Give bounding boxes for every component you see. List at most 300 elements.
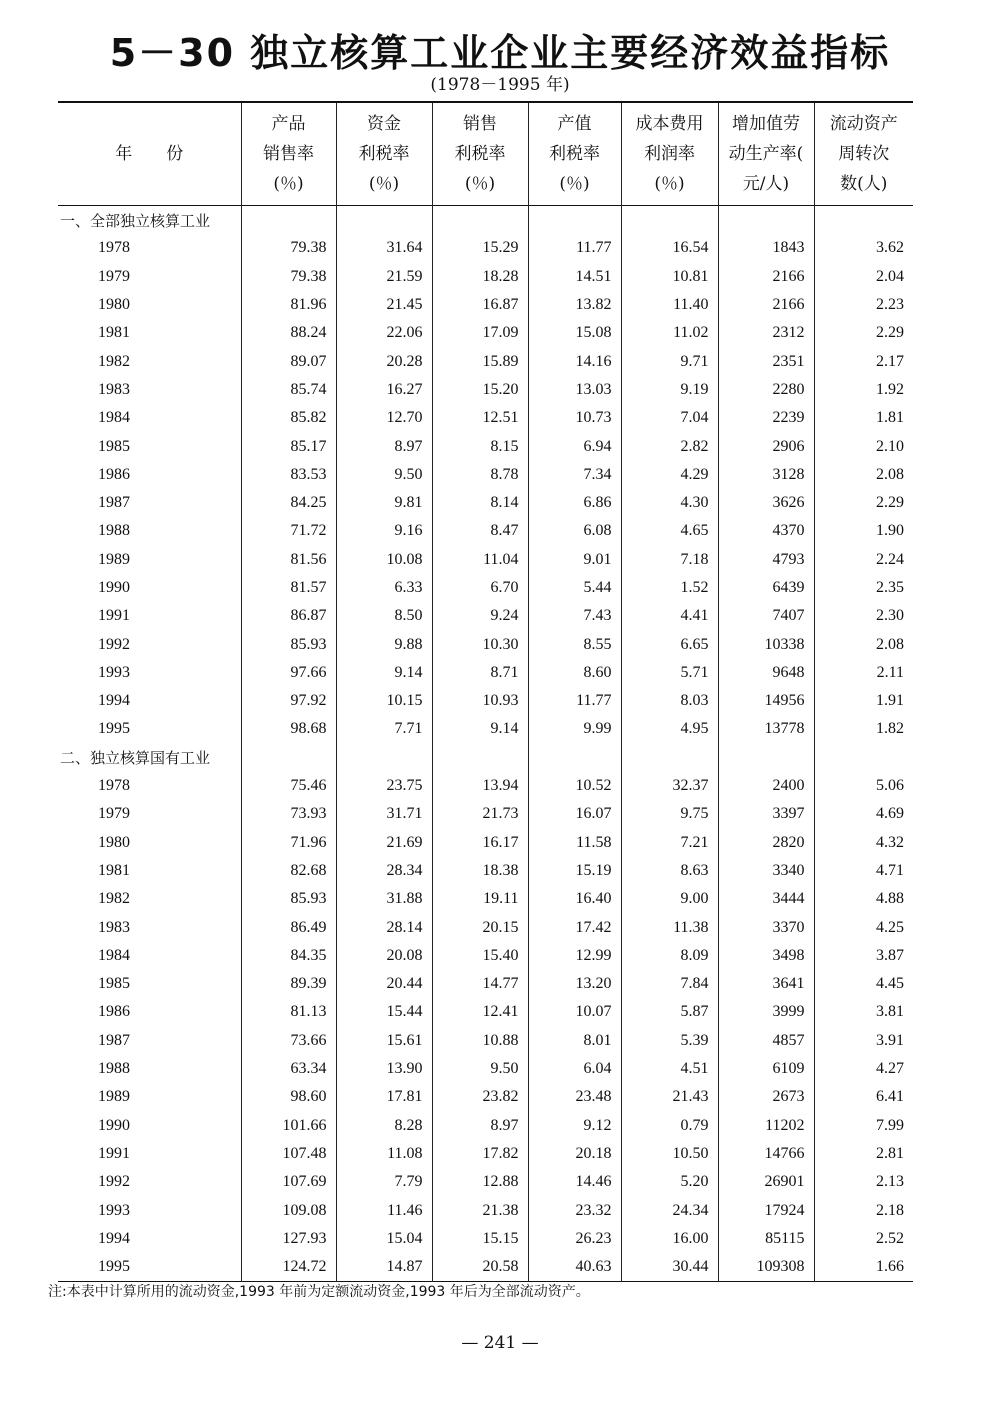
table-row	[58, 546, 913, 574]
table-row	[58, 1083, 913, 1111]
value-cell: 2.52	[814, 1225, 913, 1253]
value-cell: 15.29	[432, 234, 528, 262]
value-cell: 9.88	[336, 630, 432, 658]
value-cell: 18.28	[432, 263, 528, 291]
table-row	[58, 1112, 913, 1140]
value-cell: 8.09	[621, 942, 718, 970]
empty-cell	[432, 206, 528, 235]
value-cell: 10.07	[528, 998, 621, 1026]
value-cell: 20.44	[336, 970, 432, 998]
column-header-line: 数(人)	[840, 174, 888, 194]
value-cell: 14956	[718, 687, 814, 715]
value-cell: 31.71	[336, 800, 432, 828]
value-cell: 8.03	[621, 687, 718, 715]
value-cell: 16.40	[528, 885, 621, 913]
value-cell: 12.99	[528, 942, 621, 970]
value-cell: 11.77	[528, 687, 621, 715]
year-cell: 1987	[98, 494, 130, 512]
value-cell: 1.90	[814, 517, 913, 545]
year-cell: 1991	[98, 1144, 130, 1162]
value-cell: 7.79	[336, 1168, 432, 1196]
value-cell: 14.77	[432, 970, 528, 998]
value-cell: 71.72	[241, 517, 336, 545]
value-cell: 85115	[718, 1225, 814, 1253]
empty-cell	[241, 744, 336, 772]
column-header-line: 利税率	[549, 144, 600, 164]
value-cell: 63.34	[241, 1055, 336, 1083]
value-cell: 2.11	[814, 659, 913, 687]
value-cell: 2.10	[814, 432, 913, 460]
value-cell: 89.07	[241, 347, 336, 375]
value-cell: 79.38	[241, 234, 336, 262]
value-cell: 10.50	[621, 1140, 718, 1168]
value-cell: 31.88	[336, 885, 432, 913]
header-row	[58, 102, 913, 206]
value-cell: 2280	[718, 376, 814, 404]
column-header-line: 年 份	[115, 144, 184, 164]
value-cell: 4.27	[814, 1055, 913, 1083]
value-cell: 14.51	[528, 263, 621, 291]
year-cell: 1988	[98, 522, 130, 540]
value-cell: 8.55	[528, 630, 621, 658]
value-cell: 17.09	[432, 319, 528, 347]
value-cell: 11202	[718, 1112, 814, 1140]
value-cell: 6.86	[528, 489, 621, 517]
value-cell: 6439	[718, 574, 814, 602]
year-cell: 1987	[98, 1031, 130, 1049]
table-row	[58, 602, 913, 630]
value-cell: 19.11	[432, 885, 528, 913]
value-cell: 6109	[718, 1055, 814, 1083]
value-cell: 32.37	[621, 772, 718, 800]
value-cell: 7.71	[336, 715, 432, 743]
value-cell: 9.12	[528, 1112, 621, 1140]
value-cell: 2820	[718, 829, 814, 857]
year-cell: 1978	[98, 777, 130, 795]
value-cell: 2.24	[814, 546, 913, 574]
empty-cell	[336, 206, 432, 235]
value-cell: 1843	[718, 234, 814, 262]
value-cell: 84.35	[241, 942, 336, 970]
value-cell: 7.99	[814, 1112, 913, 1140]
value-cell: 6.70	[432, 574, 528, 602]
table-header	[58, 102, 913, 206]
value-cell: 7.84	[621, 970, 718, 998]
value-cell: 2.17	[814, 347, 913, 375]
section-row	[58, 206, 913, 235]
table-row	[58, 800, 913, 828]
value-cell: 21.69	[336, 829, 432, 857]
value-cell: 71.96	[241, 829, 336, 857]
table-row	[58, 404, 913, 432]
column-header	[718, 102, 814, 206]
value-cell: 9.00	[621, 885, 718, 913]
column-header-line: 资金	[367, 114, 401, 134]
value-cell: 124.72	[241, 1253, 336, 1282]
value-cell: 2239	[718, 404, 814, 432]
value-cell: 4.25	[814, 913, 913, 941]
value-cell: 5.71	[621, 659, 718, 687]
value-cell: 9.50	[336, 461, 432, 489]
value-cell: 8.63	[621, 857, 718, 885]
value-cell: 3.87	[814, 942, 913, 970]
value-cell: 8.97	[432, 1112, 528, 1140]
column-header-line: 产品	[271, 114, 306, 134]
value-cell: 75.46	[241, 772, 336, 800]
value-cell: 14.87	[336, 1253, 432, 1282]
value-cell: 8.15	[432, 432, 528, 460]
value-cell: 97.92	[241, 687, 336, 715]
value-cell: 11.46	[336, 1196, 432, 1224]
column-header-line: (％)	[273, 174, 304, 194]
value-cell: 7407	[718, 602, 814, 630]
value-cell: 9.71	[621, 347, 718, 375]
value-cell: 12.41	[432, 998, 528, 1026]
column-header-line	[62, 109, 237, 139]
year-cell: 1991	[98, 607, 130, 625]
value-cell: 9.75	[621, 800, 718, 828]
value-cell: 85.93	[241, 630, 336, 658]
column-header-line: 利润率	[644, 144, 695, 164]
year-cell: 1982	[98, 352, 130, 370]
value-cell: 21.59	[336, 263, 432, 291]
value-cell: 73.93	[241, 800, 336, 828]
year-cell: 1982	[98, 890, 130, 908]
table-row	[58, 885, 913, 913]
value-cell: 8.50	[336, 602, 432, 630]
value-cell: 23.82	[432, 1083, 528, 1111]
value-cell: 8.47	[432, 517, 528, 545]
value-cell: 15.61	[336, 1027, 432, 1055]
year-cell: 1985	[98, 975, 130, 993]
value-cell: 6.41	[814, 1083, 913, 1111]
table-row	[58, 574, 913, 602]
value-cell: 79.38	[241, 263, 336, 291]
value-cell: 8.01	[528, 1027, 621, 1055]
value-cell: 15.20	[432, 376, 528, 404]
value-cell: 10.73	[528, 404, 621, 432]
value-cell: 23.48	[528, 1083, 621, 1111]
page-number: — 241 —	[461, 1333, 539, 1353]
table-row	[58, 857, 913, 885]
year-cell: 1980	[98, 296, 130, 314]
value-cell: 1.92	[814, 376, 913, 404]
year-cell: 1979	[98, 267, 130, 285]
value-cell: 3999	[718, 998, 814, 1026]
value-cell: 6.04	[528, 1055, 621, 1083]
value-cell: 86.49	[241, 913, 336, 941]
value-cell: 85.82	[241, 404, 336, 432]
value-cell: 4.32	[814, 829, 913, 857]
year-cell: 1992	[98, 1173, 130, 1191]
value-cell: 98.60	[241, 1083, 336, 1111]
value-cell: 12.51	[432, 404, 528, 432]
value-cell: 7.18	[621, 546, 718, 574]
section-label: 二、独立核算国有工业	[60, 749, 211, 768]
value-cell: 2.82	[621, 432, 718, 460]
value-cell: 7.43	[528, 602, 621, 630]
table-row	[58, 234, 913, 262]
column-header	[58, 102, 241, 206]
value-cell: 4793	[718, 546, 814, 574]
table-row	[58, 263, 913, 291]
column-header	[528, 102, 621, 206]
value-cell: 21.38	[432, 1196, 528, 1224]
value-cell: 3370	[718, 913, 814, 941]
value-cell: 81.56	[241, 546, 336, 574]
table-row	[58, 1027, 913, 1055]
value-cell: 13.90	[336, 1055, 432, 1083]
column-header-line: 动生产率(	[728, 144, 804, 164]
year-cell: 1981	[98, 861, 130, 879]
value-cell: 3.81	[814, 998, 913, 1026]
value-cell: 15.89	[432, 347, 528, 375]
section-label: 一、全部独立核算工业	[60, 211, 211, 230]
year-cell: 1995	[98, 720, 130, 738]
column-header-line: 利税率	[454, 144, 506, 164]
value-cell: 5.39	[621, 1027, 718, 1055]
value-cell: 10.93	[432, 687, 528, 715]
value-cell: 5.44	[528, 574, 621, 602]
column-header-line: (％)	[464, 174, 496, 194]
value-cell: 3498	[718, 942, 814, 970]
value-cell: 2.13	[814, 1168, 913, 1196]
table-row	[58, 347, 913, 375]
value-cell: 16.27	[336, 376, 432, 404]
empty-cell	[336, 744, 432, 772]
value-cell: 3641	[718, 970, 814, 998]
value-cell: 2.04	[814, 263, 913, 291]
empty-cell	[241, 206, 336, 235]
table-row	[58, 772, 913, 800]
value-cell: 1.52	[621, 574, 718, 602]
table-row	[58, 1253, 913, 1282]
year-cell: 1995	[98, 1258, 130, 1276]
value-cell: 4857	[718, 1027, 814, 1055]
value-cell: 10.08	[336, 546, 432, 574]
value-cell: 88.24	[241, 319, 336, 347]
value-cell: 2.29	[814, 319, 913, 347]
table-row	[58, 913, 913, 941]
value-cell: 4.29	[621, 461, 718, 489]
year-cell: 1992	[98, 635, 130, 653]
page-title: 5－30 独立核算工业企业主要经济效益指标	[109, 31, 891, 75]
value-cell: 5.87	[621, 998, 718, 1026]
empty-cell	[718, 744, 814, 772]
table-row	[58, 970, 913, 998]
table-body	[58, 206, 913, 1282]
value-cell: 85.93	[241, 885, 336, 913]
year-cell: 1986	[98, 465, 130, 483]
value-cell: 109.08	[241, 1196, 336, 1224]
value-cell: 24.34	[621, 1196, 718, 1224]
value-cell: 20.18	[528, 1140, 621, 1168]
value-cell: 3340	[718, 857, 814, 885]
value-cell: 109308	[718, 1253, 814, 1282]
table-row	[58, 942, 913, 970]
value-cell: 13.94	[432, 772, 528, 800]
value-cell: 9.50	[432, 1055, 528, 1083]
value-cell: 86.87	[241, 602, 336, 630]
value-cell: 15.40	[432, 942, 528, 970]
value-cell: 6.94	[528, 432, 621, 460]
value-cell: 4.51	[621, 1055, 718, 1083]
column-header	[621, 102, 718, 206]
value-cell: 9.99	[528, 715, 621, 743]
value-cell: 6.08	[528, 517, 621, 545]
year-cell: 1990	[98, 1116, 130, 1134]
value-cell: 3.62	[814, 234, 913, 262]
year-cell: 1983	[98, 918, 130, 936]
year-cell: 1990	[98, 579, 130, 596]
value-cell: 107.69	[241, 1168, 336, 1196]
column-header-line: (％)	[368, 174, 400, 194]
value-cell: 17.42	[528, 913, 621, 941]
value-cell: 13.03	[528, 376, 621, 404]
value-cell: 101.66	[241, 1112, 336, 1140]
value-cell: 2.29	[814, 489, 913, 517]
value-cell: 11.02	[621, 319, 718, 347]
value-cell: 9.19	[621, 376, 718, 404]
value-cell: 4.65	[621, 517, 718, 545]
value-cell: 4.45	[814, 970, 913, 998]
value-cell: 11.04	[432, 546, 528, 574]
value-cell: 7.21	[621, 829, 718, 857]
value-cell: 11.38	[621, 913, 718, 941]
value-cell: 10.52	[528, 772, 621, 800]
year-cell: 1984	[98, 409, 130, 427]
value-cell: 6.65	[621, 630, 718, 658]
value-cell: 2312	[718, 319, 814, 347]
year-cell: 1984	[98, 946, 130, 964]
year-cell: 1985	[98, 437, 130, 455]
value-cell: 2.35	[814, 574, 913, 602]
value-cell: 28.34	[336, 857, 432, 885]
value-cell: 9.24	[432, 602, 528, 630]
value-cell: 8.14	[432, 489, 528, 517]
page-subtitle: (1978－1995 年)	[430, 75, 570, 95]
table-row	[58, 1196, 913, 1224]
footnote: 注:本表中计算所用的流动资金,1993 年前为定额流动资金,1993 年后为全部流动资产。	[48, 1284, 590, 1300]
value-cell: 107.48	[241, 1140, 336, 1168]
value-cell: 23.75	[336, 772, 432, 800]
value-cell: 3128	[718, 461, 814, 489]
value-cell: 31.64	[336, 234, 432, 262]
year-cell: 1980	[98, 833, 130, 851]
value-cell: 2.18	[814, 1196, 913, 1224]
value-cell: 20.58	[432, 1253, 528, 1282]
value-cell: 82.68	[241, 857, 336, 885]
value-cell: 10338	[718, 630, 814, 658]
value-cell: 9.14	[432, 715, 528, 743]
value-cell: 15.08	[528, 319, 621, 347]
value-cell: 16.87	[432, 291, 528, 319]
value-cell: 1.81	[814, 404, 913, 432]
value-cell: 17.82	[432, 1140, 528, 1168]
value-cell: 9648	[718, 659, 814, 687]
value-cell: 2.30	[814, 602, 913, 630]
value-cell: 1.82	[814, 715, 913, 743]
value-cell: 11.77	[528, 234, 621, 262]
value-cell: 9.01	[528, 546, 621, 574]
value-cell: 13.20	[528, 970, 621, 998]
table-row	[58, 630, 913, 658]
value-cell: 2.08	[814, 630, 913, 658]
value-cell: 11.58	[528, 829, 621, 857]
table-row	[58, 1168, 913, 1196]
table-row	[58, 291, 913, 319]
column-header-line: 销售	[463, 114, 497, 134]
table-row	[58, 517, 913, 545]
value-cell: 85.74	[241, 376, 336, 404]
value-cell: 8.97	[336, 432, 432, 460]
column-header-line: 销售率	[263, 144, 314, 164]
value-cell: 21.45	[336, 291, 432, 319]
value-cell: 16.17	[432, 829, 528, 857]
column-header-line: 周转次	[838, 144, 890, 164]
value-cell: 81.96	[241, 291, 336, 319]
value-cell: 81.57	[241, 574, 336, 602]
section-row	[58, 744, 913, 772]
table-row	[58, 319, 913, 347]
value-cell: 1.66	[814, 1253, 913, 1282]
column-header-line: 产值	[557, 114, 592, 134]
value-cell: 20.15	[432, 913, 528, 941]
table-row	[58, 659, 913, 687]
value-cell: 83.53	[241, 461, 336, 489]
empty-cell	[621, 744, 718, 772]
value-cell: 23.32	[528, 1196, 621, 1224]
value-cell: 5.06	[814, 772, 913, 800]
table-row	[58, 432, 913, 460]
value-cell: 81.13	[241, 998, 336, 1026]
value-cell: 2673	[718, 1083, 814, 1111]
value-cell: 8.78	[432, 461, 528, 489]
indicators-table	[58, 101, 913, 1282]
column-header-line: 成本费用	[635, 114, 704, 134]
value-cell: 4.71	[814, 857, 913, 885]
value-cell: 97.66	[241, 659, 336, 687]
value-cell: 8.71	[432, 659, 528, 687]
column-header	[241, 102, 336, 206]
value-cell: 7.04	[621, 404, 718, 432]
year-cell: 1986	[98, 1003, 130, 1021]
empty-cell	[528, 206, 621, 235]
value-cell: 3626	[718, 489, 814, 517]
value-cell: 4.88	[814, 885, 913, 913]
value-cell: 2.81	[814, 1140, 913, 1168]
value-cell: 7.34	[528, 461, 621, 489]
value-cell: 26.23	[528, 1225, 621, 1253]
table-row	[58, 1055, 913, 1083]
value-cell: 89.39	[241, 970, 336, 998]
value-cell: 16.07	[528, 800, 621, 828]
value-cell: 15.04	[336, 1225, 432, 1253]
table-row	[58, 1225, 913, 1253]
value-cell: 9.81	[336, 489, 432, 517]
column-header-line: (％)	[559, 174, 590, 194]
value-cell: 22.06	[336, 319, 432, 347]
column-header-line: 流动资产	[829, 114, 898, 134]
value-cell: 26901	[718, 1168, 814, 1196]
value-cell: 73.66	[241, 1027, 336, 1055]
value-cell: 4.95	[621, 715, 718, 743]
table-row	[58, 998, 913, 1026]
value-cell: 15.19	[528, 857, 621, 885]
value-cell: 16.54	[621, 234, 718, 262]
value-cell: 10.81	[621, 263, 718, 291]
column-header	[432, 102, 528, 206]
